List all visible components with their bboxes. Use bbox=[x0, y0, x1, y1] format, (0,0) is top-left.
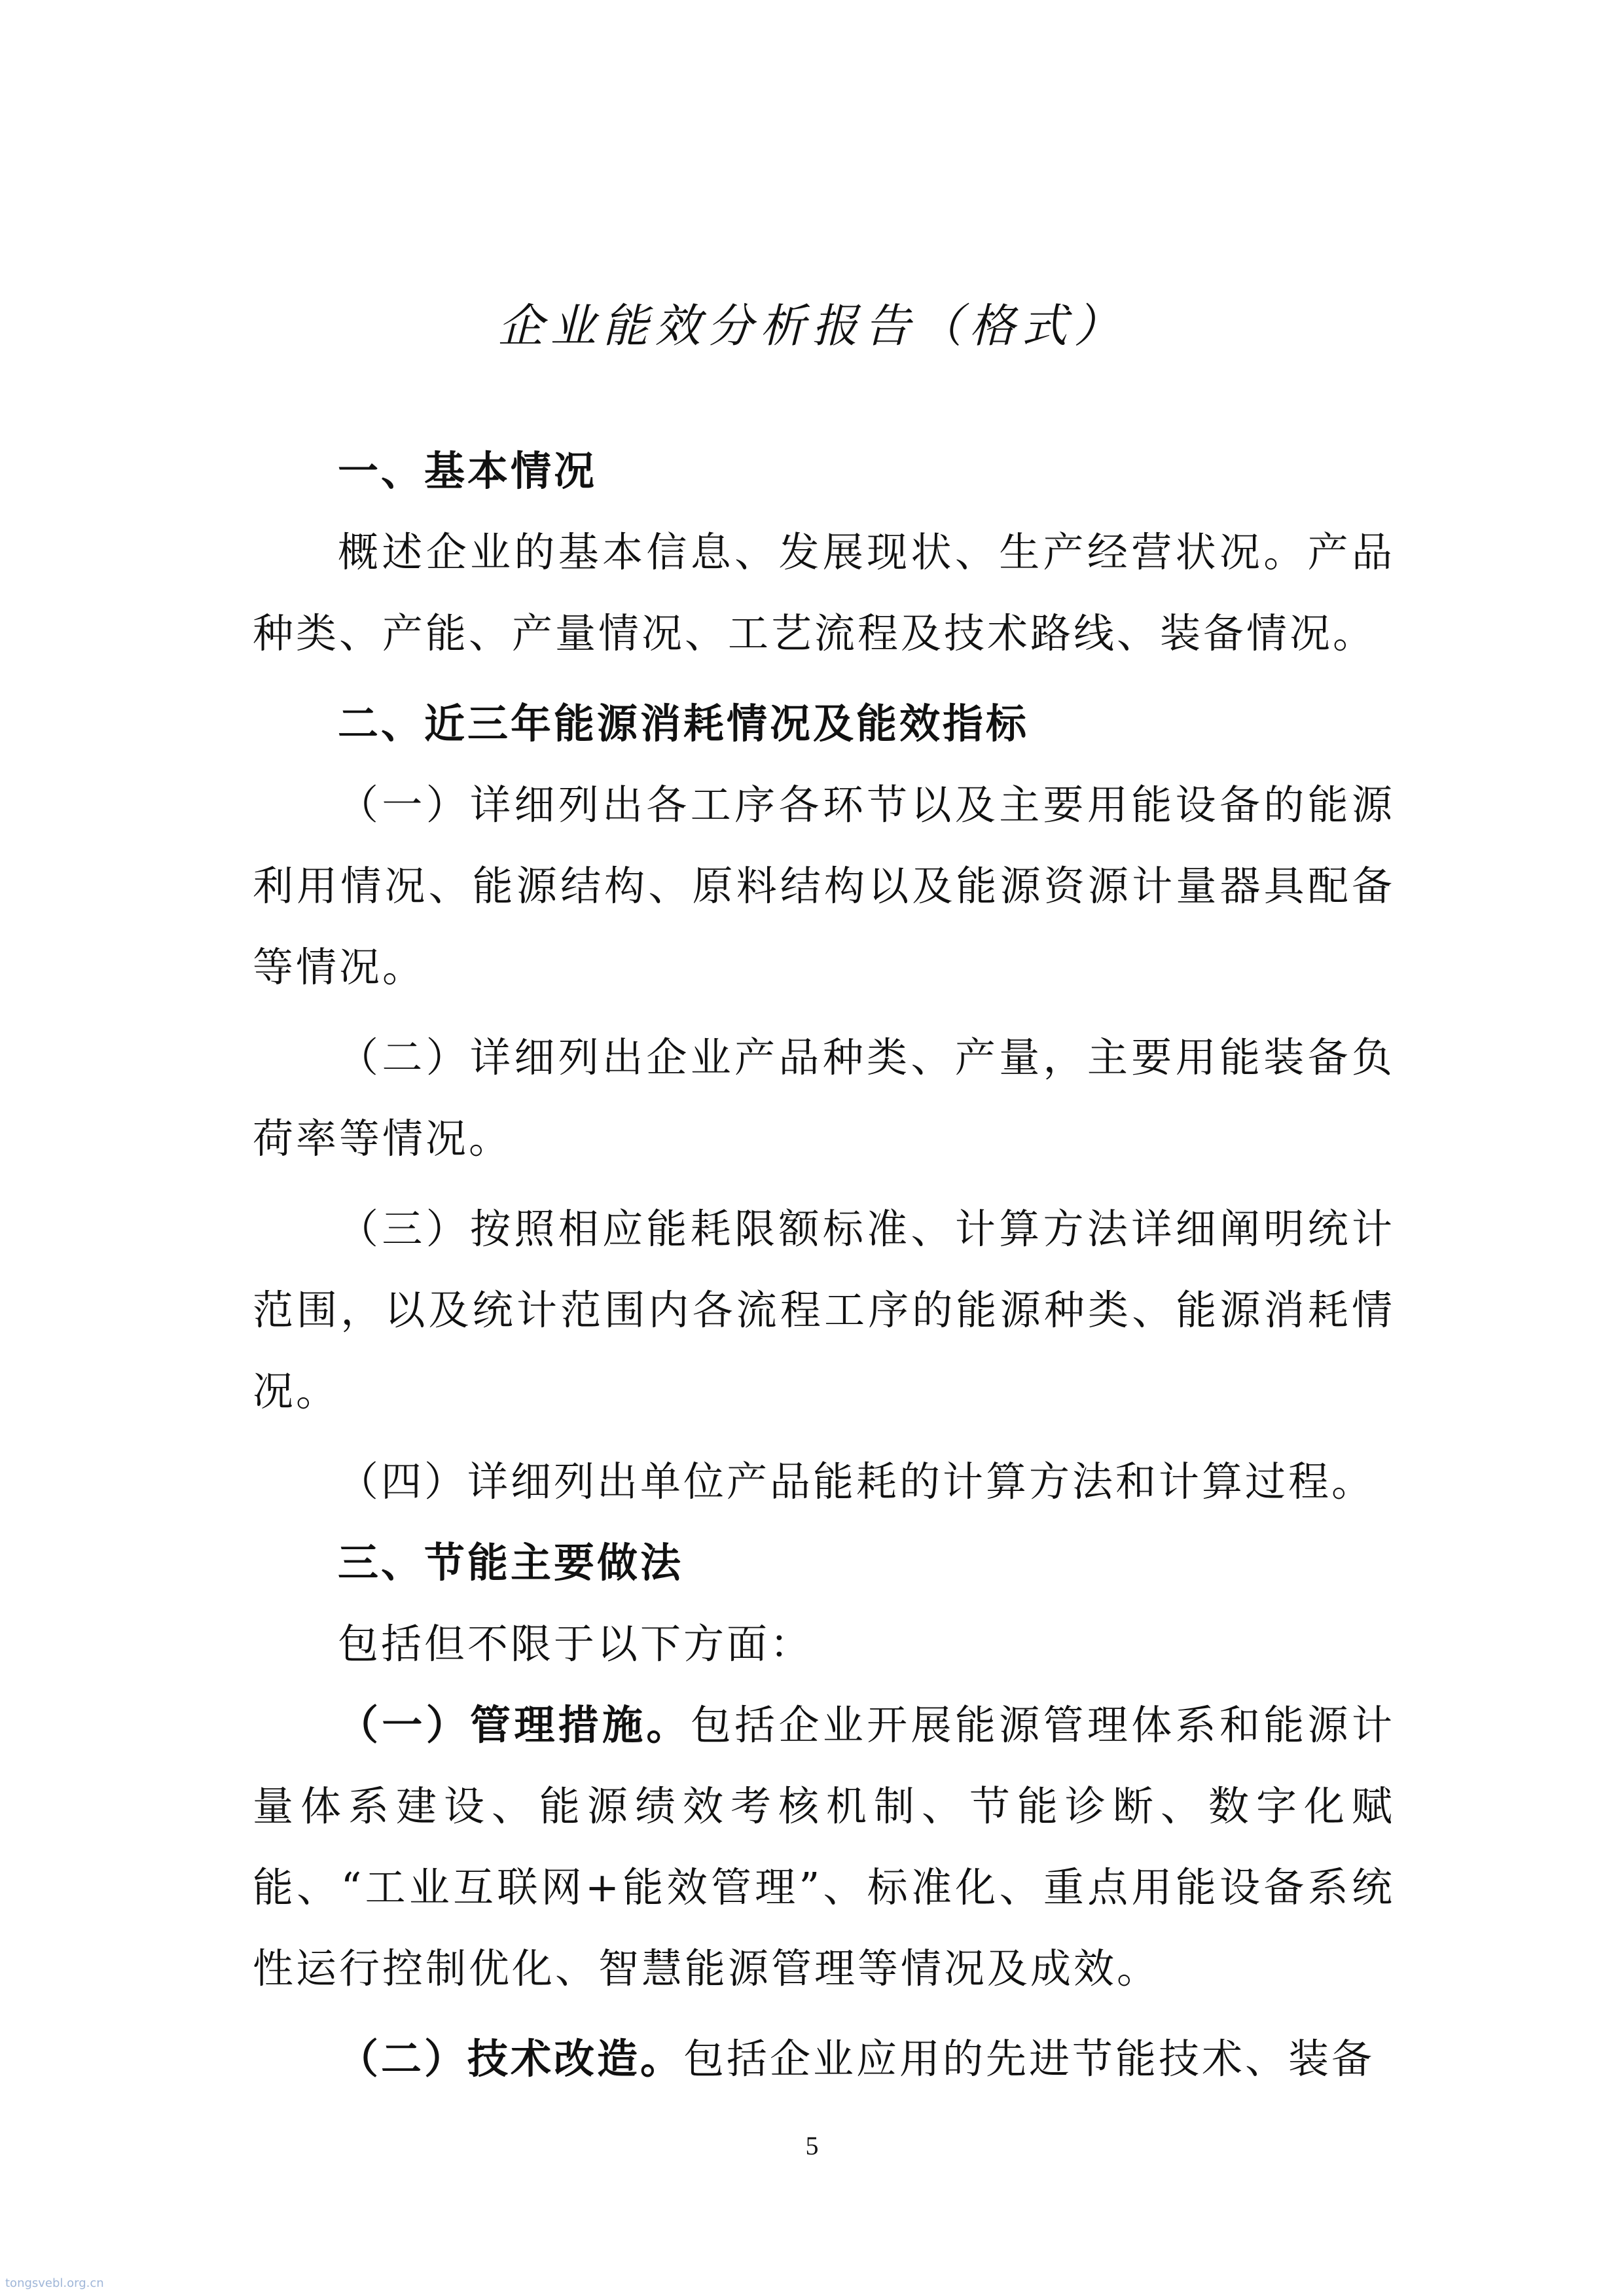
document-body bbox=[253, 431, 1395, 2100]
page-number: 5 bbox=[805, 2131, 819, 2161]
section-1-heading: 一、基本情况 bbox=[338, 447, 598, 495]
section-1-paragraph: 概述企业的基本信息、发展现状、生产经营状况。产品种类、产能、产量情况、工艺流程及技术路线、装备情况。 bbox=[253, 528, 1395, 657]
section-2-item-4: （四）详细列出单位产品能耗的计算方法和计算过程。 bbox=[338, 1458, 1375, 1505]
section-3-item-2-text: 包括企业应用的先进节能技术、装备 bbox=[683, 2035, 1375, 2083]
section-2-item-1: （一）详细列出各工序各环节以及主要用能设备的能源利用情况、能源结构、原料结构以及能源资源计量器具配备等情况。 bbox=[253, 781, 1395, 991]
section-3-intro: 包括但不限于以下方面： bbox=[338, 1620, 814, 1668]
section-3-item-2 bbox=[253, 2018, 1395, 2100]
section-3-heading: 三、节能主要做法 bbox=[338, 1539, 684, 1587]
watermark: tongsvebl.org.cn bbox=[5, 2276, 104, 2290]
section-3-item-1 bbox=[253, 1685, 1395, 2009]
section-2-item-2: （二）详细列出企业产品种类、产量，主要用能装备负荷率等情况。 bbox=[253, 1033, 1395, 1162]
section-3-item-1-text: 包括企业开展能源管理体系和能源计量体系建设、能源绩效考核机制、节能诊断、数字化赋能、“工业互联网+能效管理”、标准化、重点用能设备系统性运行控制优化、智慧能源管理等情况及成效。 bbox=[253, 1701, 1395, 1992]
document-title: 企业能效分析报告（格式） bbox=[497, 299, 1127, 353]
section-3-item-2-lead: （二）技术改造。 bbox=[338, 2035, 684, 2083]
section-2-item-3: （三）按照相应能耗限额标准、计算方法详细阐明统计范围，以及统计范围内各流程工序的能源种类、能源消耗情况。 bbox=[253, 1205, 1395, 1415]
section-2-heading: 二、近三年能源消耗情况及能效指标 bbox=[338, 700, 1030, 747]
section-3-item-1-lead: （一）管理措施。 bbox=[338, 1701, 691, 1749]
